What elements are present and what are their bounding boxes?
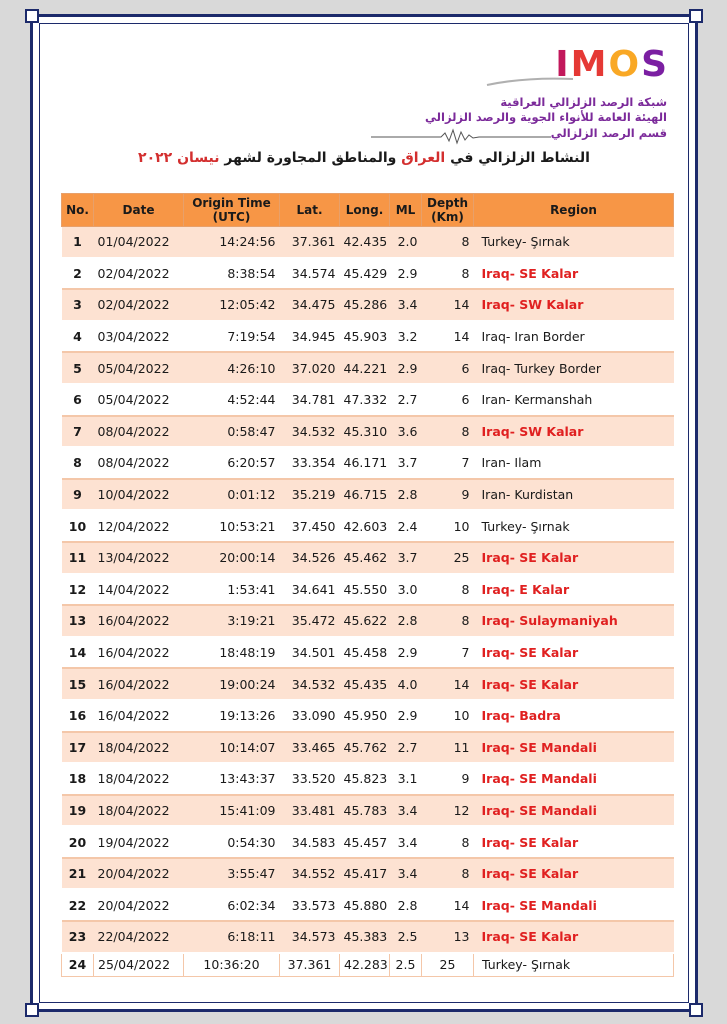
cell-depth: 14	[422, 668, 474, 700]
table-row	[62, 668, 674, 700]
cell-ml: 2.8	[390, 605, 422, 637]
cell-no: 21	[62, 858, 94, 890]
cell-no: 5	[62, 352, 94, 384]
col-header-lat: Lat.	[280, 194, 340, 227]
cell-origin-time: 15:41:09	[184, 795, 280, 827]
cell-origin-time: 12:05:42	[184, 289, 280, 321]
cell-region: Iraq- SE Mandali	[474, 795, 674, 827]
cell-ml: 2.8	[390, 479, 422, 511]
cell-long: 45.435	[340, 668, 390, 700]
cell-depth: 6	[422, 384, 474, 416]
table-row	[62, 258, 674, 290]
cell-origin-time: 20:00:14	[184, 542, 280, 574]
cell-region: Iraq- SE Kalar	[474, 826, 674, 858]
cell-lat: 33.465	[280, 732, 340, 764]
cell-no: 9	[62, 479, 94, 511]
cell-date: 10/04/2022	[94, 479, 184, 511]
cell-depth: 9	[422, 763, 474, 795]
cell-origin-time: 0:58:47	[184, 416, 280, 448]
cell-long: 45.903	[340, 321, 390, 353]
cell-long: 45.429	[340, 258, 390, 290]
cell-no: 8	[62, 447, 94, 479]
cell-depth: 14	[422, 289, 474, 321]
cell-long: 45.880	[340, 889, 390, 921]
cell-lat: 34.552	[280, 858, 340, 890]
table-row	[62, 321, 674, 353]
cell-ml: 3.7	[390, 542, 422, 574]
cell-region: Iraq- SE Kalar	[474, 921, 674, 953]
cell-depth: 7	[422, 447, 474, 479]
cell-origin-time: 6:02:34	[184, 889, 280, 921]
cell-ml: 2.7	[390, 732, 422, 764]
cell-ml: 2.9	[390, 700, 422, 732]
cell-origin-time: 4:26:10	[184, 352, 280, 384]
cell-lat: 34.532	[280, 668, 340, 700]
report-page	[30, 14, 698, 1012]
cell-lat: 34.526	[280, 542, 340, 574]
cell-lat: 34.583	[280, 826, 340, 858]
cell-ml: 2.5	[390, 953, 422, 977]
cell-date: 25/04/2022	[94, 953, 184, 977]
cell-depth: 8	[422, 605, 474, 637]
cell-lat: 33.481	[280, 795, 340, 827]
cell-lat: 34.574	[280, 258, 340, 290]
cell-origin-time: 6:20:57	[184, 447, 280, 479]
cell-no: 7	[62, 416, 94, 448]
table-row	[62, 227, 674, 258]
cell-ml: 2.8	[390, 889, 422, 921]
cell-region: Turkey- Şırnak	[474, 227, 674, 258]
earthquake-table	[61, 193, 673, 977]
cell-long: 45.457	[340, 826, 390, 858]
frame-corner	[689, 9, 703, 23]
cell-no: 24	[62, 953, 94, 977]
cell-long: 45.310	[340, 416, 390, 448]
cell-long: 45.950	[340, 700, 390, 732]
cell-region: Iraq- SE Kalar	[474, 858, 674, 890]
cell-date: 01/04/2022	[94, 227, 184, 258]
table-row	[62, 289, 674, 321]
cell-lat: 37.020	[280, 352, 340, 384]
cell-date: 16/04/2022	[94, 605, 184, 637]
cell-date: 18/04/2022	[94, 795, 184, 827]
frame-corner	[25, 9, 39, 23]
cell-long: 45.762	[340, 732, 390, 764]
cell-depth: 25	[422, 953, 474, 977]
cell-region: Iran- Ilam	[474, 447, 674, 479]
cell-origin-time: 1:53:41	[184, 574, 280, 606]
table-row	[62, 416, 674, 448]
cell-lat: 35.472	[280, 605, 340, 637]
col-header-depth: Depth (Km)	[422, 194, 474, 227]
table-row	[62, 574, 674, 606]
cell-lat: 34.532	[280, 416, 340, 448]
cell-origin-time: 10:14:07	[184, 732, 280, 764]
cell-date: 16/04/2022	[94, 668, 184, 700]
org-name-line3: قسم الرصد الزلزالي	[550, 126, 667, 140]
table-row	[62, 921, 674, 953]
table-row	[62, 732, 674, 764]
cell-lat: 33.520	[280, 763, 340, 795]
cell-date: 16/04/2022	[94, 700, 184, 732]
cell-long: 45.783	[340, 795, 390, 827]
cell-lat: 33.573	[280, 889, 340, 921]
cell-lat: 34.573	[280, 921, 340, 953]
cell-ml: 3.0	[390, 574, 422, 606]
table-row	[62, 384, 674, 416]
cell-long: 45.462	[340, 542, 390, 574]
table-row	[62, 763, 674, 795]
cell-no: 6	[62, 384, 94, 416]
cell-ml: 3.6	[390, 416, 422, 448]
cell-ml: 2.9	[390, 637, 422, 669]
cell-no: 14	[62, 637, 94, 669]
table-row	[62, 953, 674, 977]
table-row	[62, 447, 674, 479]
cell-long: 46.171	[340, 447, 390, 479]
cell-long: 47.332	[340, 384, 390, 416]
cell-depth: 14	[422, 321, 474, 353]
cell-lat: 34.781	[280, 384, 340, 416]
cell-ml: 3.4	[390, 795, 422, 827]
cell-no: 16	[62, 700, 94, 732]
cell-long: 42.435	[340, 227, 390, 258]
cell-ml: 3.1	[390, 763, 422, 795]
cell-depth: 10	[422, 700, 474, 732]
cell-lat: 37.361	[280, 953, 340, 977]
cell-long: 45.458	[340, 637, 390, 669]
cell-origin-time: 8:38:54	[184, 258, 280, 290]
cell-region: Iraq- SE Kalar	[474, 542, 674, 574]
cell-no: 4	[62, 321, 94, 353]
cell-date: 03/04/2022	[94, 321, 184, 353]
cell-depth: 13	[422, 921, 474, 953]
cell-origin-time: 10:36:20	[184, 953, 280, 977]
cell-date: 20/04/2022	[94, 889, 184, 921]
cell-depth: 14	[422, 889, 474, 921]
cell-date: 14/04/2022	[94, 574, 184, 606]
cell-origin-time: 4:52:44	[184, 384, 280, 416]
cell-long: 45.417	[340, 858, 390, 890]
cell-region: Iraq- SE Mandali	[474, 889, 674, 921]
cell-region: Iraq- SE Kalar	[474, 258, 674, 290]
imos-logo: IMOS	[555, 44, 669, 85]
cell-region: Iran- Kurdistan	[474, 479, 674, 511]
cell-no: 20	[62, 826, 94, 858]
cell-region: Iraq- SW Kalar	[474, 416, 674, 448]
table-row	[62, 858, 674, 890]
cell-date: 22/04/2022	[94, 921, 184, 953]
cell-origin-time: 18:48:19	[184, 637, 280, 669]
cell-lat: 34.945	[280, 321, 340, 353]
frame-corner	[689, 1003, 703, 1017]
cell-depth: 25	[422, 542, 474, 574]
cell-ml: 3.4	[390, 826, 422, 858]
cell-long: 45.550	[340, 574, 390, 606]
cell-depth: 10	[422, 510, 474, 542]
cell-origin-time: 3:55:47	[184, 858, 280, 890]
cell-ml: 2.7	[390, 384, 422, 416]
cell-ml: 2.9	[390, 258, 422, 290]
cell-origin-time: 19:00:24	[184, 668, 280, 700]
cell-origin-time: 19:13:26	[184, 700, 280, 732]
cell-depth: 8	[422, 574, 474, 606]
cell-no: 15	[62, 668, 94, 700]
cell-ml: 2.5	[390, 921, 422, 953]
cell-region: Iraq- E Kalar	[474, 574, 674, 606]
cell-no: 22	[62, 889, 94, 921]
cell-region: Iraq- SE Kalar	[474, 668, 674, 700]
cell-region: Iraq- SE Mandali	[474, 732, 674, 764]
cell-lat: 33.354	[280, 447, 340, 479]
cell-date: 19/04/2022	[94, 826, 184, 858]
cell-lat: 35.219	[280, 479, 340, 511]
cell-region: Iraq- Iran Border	[474, 321, 674, 353]
cell-ml: 4.0	[390, 668, 422, 700]
cell-depth: 8	[422, 258, 474, 290]
cell-depth: 12	[422, 795, 474, 827]
cell-origin-time: 6:18:11	[184, 921, 280, 953]
cell-depth: 8	[422, 858, 474, 890]
cell-depth: 11	[422, 732, 474, 764]
cell-region: Iraq- Sulaymaniyah	[474, 605, 674, 637]
cell-date: 02/04/2022	[94, 289, 184, 321]
col-header-ml: ML	[390, 194, 422, 227]
cell-depth: 8	[422, 416, 474, 448]
cell-lat: 37.361	[280, 227, 340, 258]
cell-no: 12	[62, 574, 94, 606]
cell-no: 23	[62, 921, 94, 953]
cell-depth: 8	[422, 227, 474, 258]
cell-date: 05/04/2022	[94, 384, 184, 416]
cell-date: 18/04/2022	[94, 732, 184, 764]
cell-origin-time: 10:53:21	[184, 510, 280, 542]
cell-lat: 34.475	[280, 289, 340, 321]
table-row	[62, 510, 674, 542]
table-row	[62, 795, 674, 827]
cell-lat: 37.450	[280, 510, 340, 542]
cell-date: 08/04/2022	[94, 416, 184, 448]
cell-ml: 2.9	[390, 352, 422, 384]
cell-long: 45.383	[340, 921, 390, 953]
table-row	[62, 479, 674, 511]
cell-long: 44.221	[340, 352, 390, 384]
table-row	[62, 352, 674, 384]
report-title: النشاط الزلزالي في العراق والمناطق المجاورة لشهر نيسان ٢٠٢٢	[138, 150, 590, 166]
cell-origin-time: 14:24:56	[184, 227, 280, 258]
cell-depth: 8	[422, 826, 474, 858]
cell-lat: 33.090	[280, 700, 340, 732]
col-header-no: No.	[62, 194, 94, 227]
table-row	[62, 605, 674, 637]
cell-region: Turkey- Şırnak	[474, 510, 674, 542]
cell-lat: 34.641	[280, 574, 340, 606]
cell-ml: 3.4	[390, 858, 422, 890]
cell-long: 45.622	[340, 605, 390, 637]
table-row	[62, 826, 674, 858]
cell-depth: 9	[422, 479, 474, 511]
cell-ml: 2.0	[390, 227, 422, 258]
table-header-row	[62, 194, 674, 227]
table-row	[62, 889, 674, 921]
org-name-line2: الهيئة العامة للأنواء الجوية والرصد الزلزالي	[425, 110, 667, 124]
cell-ml: 3.2	[390, 321, 422, 353]
cell-long: 45.823	[340, 763, 390, 795]
cell-no: 18	[62, 763, 94, 795]
cell-ml: 3.7	[390, 447, 422, 479]
cell-date: 08/04/2022	[94, 447, 184, 479]
cell-region: Iraq- SE Mandali	[474, 763, 674, 795]
cell-long: 45.286	[340, 289, 390, 321]
table-row	[62, 637, 674, 669]
cell-origin-time: 0:54:30	[184, 826, 280, 858]
table-row	[62, 542, 674, 574]
cell-origin-time: 13:43:37	[184, 763, 280, 795]
cell-date: 13/04/2022	[94, 542, 184, 574]
table-row	[62, 700, 674, 732]
col-header-origin-time: Origin Time (UTC)	[184, 194, 280, 227]
cell-no: 17	[62, 732, 94, 764]
cell-origin-time: 0:01:12	[184, 479, 280, 511]
cell-no: 2	[62, 258, 94, 290]
cell-depth: 7	[422, 637, 474, 669]
cell-depth: 6	[422, 352, 474, 384]
cell-date: 16/04/2022	[94, 637, 184, 669]
cell-long: 42.283	[340, 953, 390, 977]
col-header-region: Region	[474, 194, 674, 227]
cell-region: Iraq- Turkey Border	[474, 352, 674, 384]
cell-date: 05/04/2022	[94, 352, 184, 384]
cell-no: 19	[62, 795, 94, 827]
cell-date: 12/04/2022	[94, 510, 184, 542]
cell-date: 02/04/2022	[94, 258, 184, 290]
cell-ml: 2.4	[390, 510, 422, 542]
cell-long: 46.715	[340, 479, 390, 511]
cell-region: Iraq- SW Kalar	[474, 289, 674, 321]
cell-date: 20/04/2022	[94, 858, 184, 890]
cell-long: 42.603	[340, 510, 390, 542]
cell-no: 11	[62, 542, 94, 574]
cell-region: Iraq- Badra	[474, 700, 674, 732]
col-header-date: Date	[94, 194, 184, 227]
col-header-long: Long.	[340, 194, 390, 227]
cell-no: 13	[62, 605, 94, 637]
cell-no: 3	[62, 289, 94, 321]
cell-origin-time: 7:19:54	[184, 321, 280, 353]
cell-lat: 34.501	[280, 637, 340, 669]
cell-no: 10	[62, 510, 94, 542]
frame-corner	[25, 1003, 39, 1017]
cell-ml: 3.4	[390, 289, 422, 321]
cell-origin-time: 3:19:21	[184, 605, 280, 637]
cell-region: Turkey- Şırnak	[474, 953, 674, 977]
cell-date: 18/04/2022	[94, 763, 184, 795]
cell-no: 1	[62, 227, 94, 258]
org-name-line1: شبكة الرصد الزلزالي العراقية	[500, 95, 667, 109]
cell-region: Iran- Kermanshah	[474, 384, 674, 416]
cell-region: Iraq- SE Kalar	[474, 637, 674, 669]
